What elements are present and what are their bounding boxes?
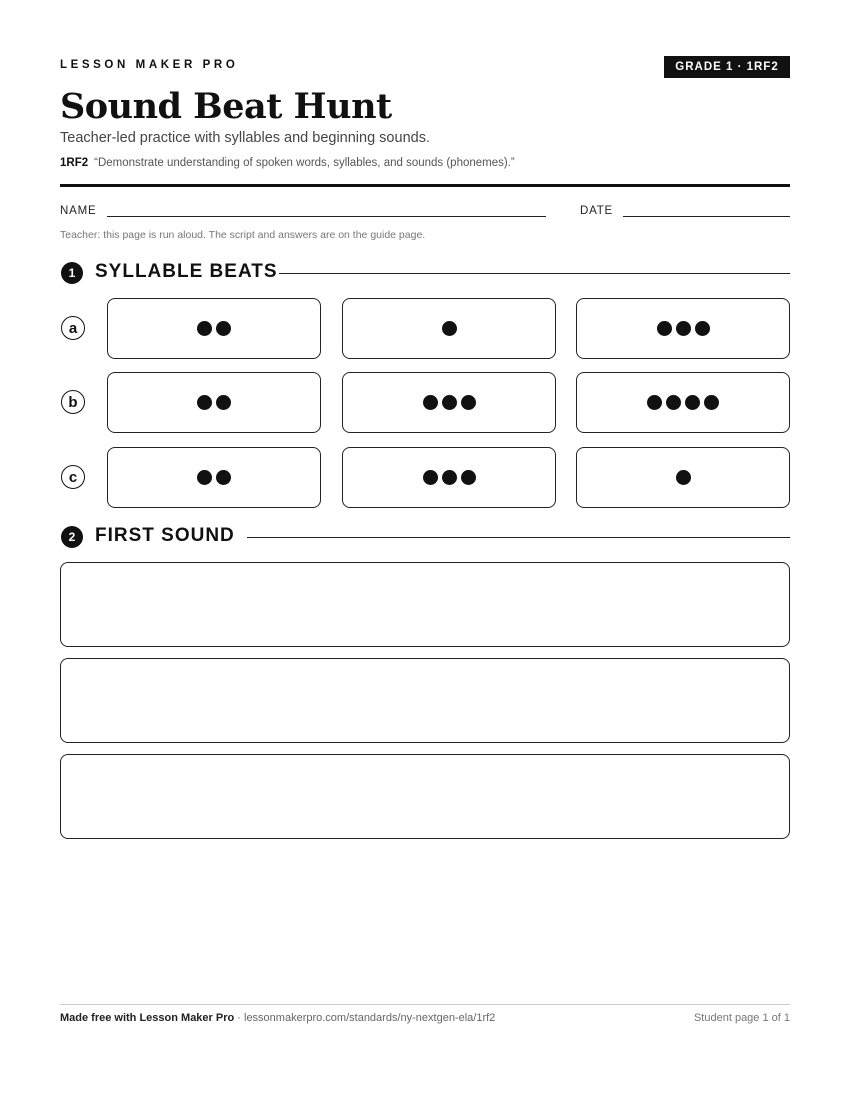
teacher-note: Teacher: this page is run aloud. The script and answers are on the guide page. — [60, 229, 426, 241]
name-label: NAME — [60, 205, 97, 217]
beat-dot — [423, 395, 438, 410]
row-label: c — [61, 465, 85, 489]
beat-card[interactable] — [576, 298, 790, 359]
beat-card[interactable] — [107, 372, 321, 433]
section-1-number: 1 — [61, 262, 83, 284]
beat-dot — [197, 470, 212, 485]
beat-card[interactable] — [107, 447, 321, 508]
name-field[interactable] — [107, 216, 546, 217]
beat-card[interactable] — [342, 298, 556, 359]
footer-made-with: Made free with Lesson Maker Pro — [60, 1012, 235, 1024]
section-2-number: 2 — [61, 526, 83, 548]
page-title: Sound Beat Hunt — [60, 86, 392, 127]
beat-dot — [695, 321, 710, 336]
beat-dot — [676, 470, 691, 485]
first-sound-box[interactable] — [60, 658, 790, 743]
first-sound-box[interactable] — [60, 562, 790, 647]
beat-card[interactable] — [576, 447, 790, 508]
beat-dot — [442, 395, 457, 410]
section-1-rule — [279, 273, 790, 274]
beat-dot — [685, 395, 700, 410]
beat-dot — [666, 395, 681, 410]
beat-dot — [657, 321, 672, 336]
brand-name: LESSON MAKER PRO — [60, 59, 239, 71]
beat-dot — [676, 321, 691, 336]
header-divider — [60, 184, 790, 187]
grade-badge: GRADE 1 · 1RF2 — [664, 56, 790, 78]
beat-dot — [442, 321, 457, 336]
page-subtitle: Teacher-led practice with syllables and beginning sounds. — [60, 130, 430, 146]
footer-divider — [60, 1004, 790, 1005]
beat-dot — [647, 395, 662, 410]
footer-url[interactable]: · lessonmakerpro.com/standards/ny-nextgen-ela/1rf2 — [234, 1012, 496, 1024]
beat-dot — [216, 395, 231, 410]
footer-page-number: Student page 1 of 1 — [693, 1012, 790, 1024]
section-2-title: FIRST SOUND — [95, 525, 235, 546]
standard-code: 1RF2 — [60, 157, 89, 169]
date-field[interactable] — [623, 216, 790, 217]
beat-dot — [423, 470, 438, 485]
beat-dot — [704, 395, 719, 410]
beat-dot — [216, 470, 231, 485]
section-2-rule — [247, 537, 790, 538]
beat-card[interactable] — [342, 447, 556, 508]
standard-text: “Demonstrate understanding of spoken words, syllables, and sounds (phonemes).” — [94, 157, 515, 169]
first-sound-box[interactable] — [60, 754, 790, 839]
beat-card[interactable] — [576, 372, 790, 433]
beat-card[interactable] — [107, 298, 321, 359]
beat-dot — [216, 321, 231, 336]
beat-dot — [461, 470, 476, 485]
section-1-title: SYLLABLE BEATS — [95, 261, 278, 282]
footer-credit — [60, 1012, 495, 1024]
standard-line — [60, 157, 515, 169]
beat-dot — [197, 395, 212, 410]
beat-dot — [461, 395, 476, 410]
beat-card[interactable] — [342, 372, 556, 433]
row-label: b — [61, 390, 85, 414]
row-label: a — [61, 316, 85, 340]
beat-dot — [197, 321, 212, 336]
beat-dot — [442, 470, 457, 485]
date-label: DATE — [580, 205, 614, 217]
